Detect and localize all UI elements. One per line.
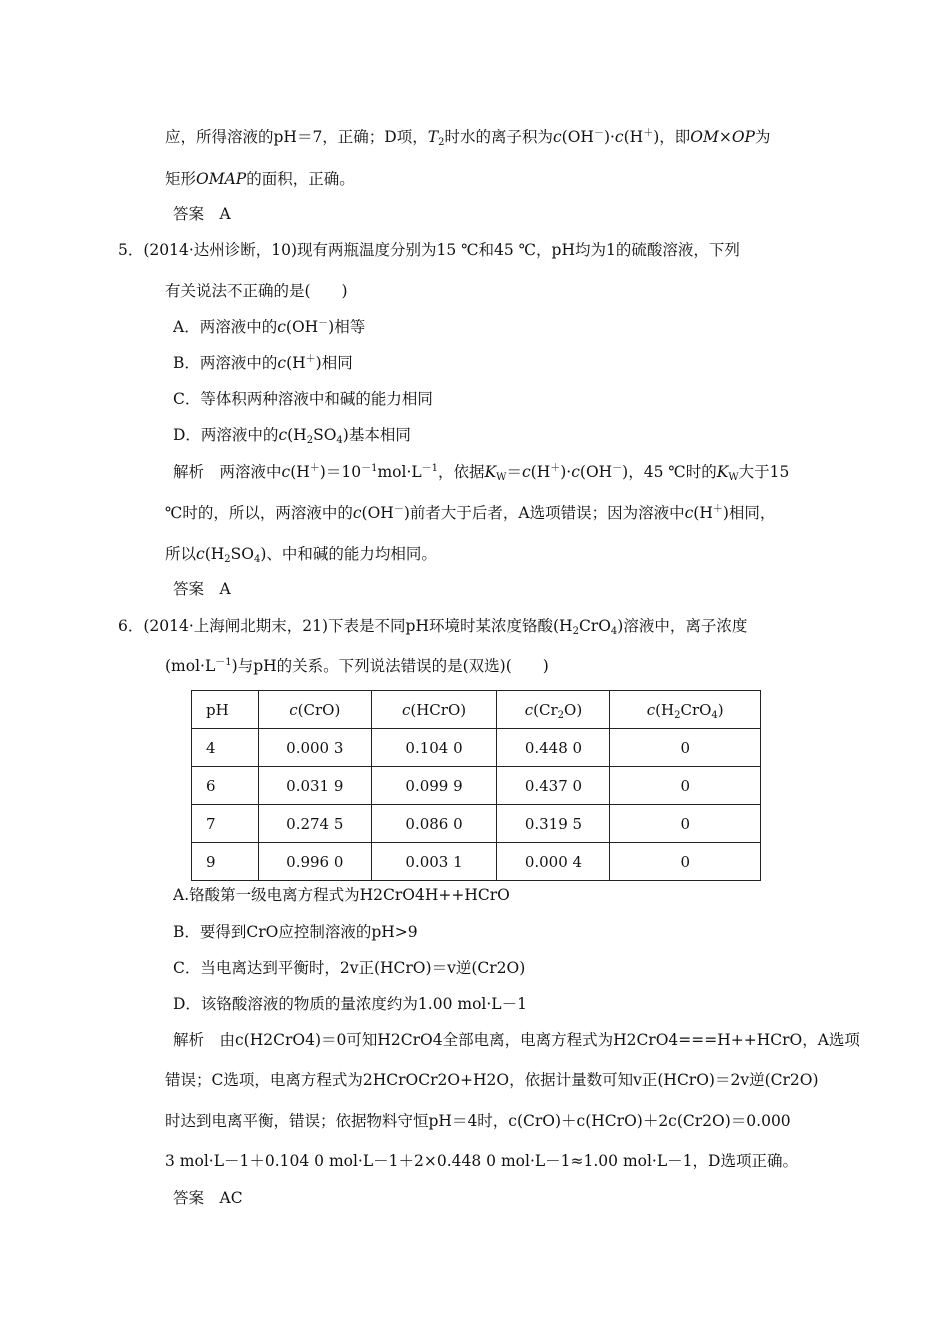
q6-analysis-line-3: 时达到电离平衡，错误；依据物料守恒pH＝4时，c(CrO)＋c(HCrO)＋2c(Cr2O)＝0.000 bbox=[165, 1112, 791, 1130]
table-cell: 7 bbox=[192, 805, 259, 843]
q5-analysis-line-2: ℃时的，所以，两溶液中的c(OH－)前者大于后者，A选项错误；因为溶液中c(H＋)相同， bbox=[165, 504, 776, 522]
table-row bbox=[192, 843, 761, 881]
q5-answer: 答案 A bbox=[173, 580, 231, 598]
table-header-cro: c(CrO) bbox=[259, 691, 372, 729]
table-cell: 0.996 0 bbox=[259, 843, 372, 881]
table-cell: 0.274 5 bbox=[259, 805, 372, 843]
q6-answer: 答案 AC bbox=[173, 1189, 243, 1207]
q6-stem-line-1: 6．(2014·上海闸北期末，21)下表是不同pH环境时某浓度铬酸$(H_2CrO_4)$溶液中，离子浓度 bbox=[118, 617, 748, 637]
answer-prev: 答案 A bbox=[173, 205, 231, 223]
q5-option-b: B．两溶液中的c(H＋)相同 bbox=[173, 354, 353, 372]
q6-analysis-line-4: 3 mol·L－1＋0.104 0 mol·L－1＋2×0.448 0 mol·L－1≈1.00 mol·L－1，D选项正确。 bbox=[165, 1152, 798, 1170]
q5-stem-line-2: 有关说法不正确的是( ) bbox=[165, 282, 348, 300]
table-cell: 0.104 0 bbox=[371, 729, 497, 767]
table-cell: 0.099 9 bbox=[371, 767, 497, 805]
table-cell: 0.031 9 bbox=[259, 767, 372, 805]
table-cell: 0.086 0 bbox=[371, 805, 497, 843]
q6-analysis-line-2: 错误；C选项，电离方程式为2HCrOCr2O+H2O，依据计量数可知v正(HCrO)＝2v逆(Cr2O) bbox=[165, 1071, 819, 1089]
table-header-h2cro4: $c(H_2CrO_4)$ bbox=[610, 691, 761, 729]
q5-stem-line-1: 5．(2014·达州诊断，10)现有两瓶温度分别为15 ℃和45 ℃，pH均为1的硫酸溶液，下列 bbox=[118, 241, 740, 259]
table-cell: 0.000 4 bbox=[497, 843, 610, 881]
q6-stem-line-2: $(mol\cdot L^{-1})$与pH的关系。下列说法错误的是(双选)( ) bbox=[165, 657, 549, 675]
table-cell: 6 bbox=[192, 767, 259, 805]
table-cell: 4 bbox=[192, 729, 259, 767]
continuation-line-2: 矩形OMAP的面积，正确。 bbox=[165, 170, 355, 188]
table-cell: 0.000 3 bbox=[259, 729, 372, 767]
table-cell: 0.437 0 bbox=[497, 767, 610, 805]
q6-option-b: B．要得到CrO应控制溶液的pH>9 bbox=[173, 923, 418, 941]
table-header-ph: pH bbox=[192, 691, 259, 729]
concentration-table bbox=[191, 690, 761, 881]
table-cell: 0.319 5 bbox=[497, 805, 610, 843]
q5-analysis-line-1: 解析 两溶液中$c(H^+)=10^{-1}mol\cdot L^{-1}$，依据$K_W=c(H^+)\cdot c(OH^-)$，45 ℃时的$K_W$大于15 bbox=[173, 463, 790, 483]
continuation-line-1: 应，所得溶液的pH＝7，正确；D项，$T_2$时水的离子积为c(OH－)·c(H＋)，即OM×OP为 bbox=[165, 128, 771, 148]
table-cell: 0.003 1 bbox=[371, 843, 497, 881]
table-cell: 0 bbox=[610, 767, 761, 805]
table-header-hcro: c(HCrO) bbox=[371, 691, 497, 729]
table-cell: 0 bbox=[610, 805, 761, 843]
table-cell: 0.448 0 bbox=[497, 729, 610, 767]
table-row bbox=[192, 729, 761, 767]
q5-option-d: D．两溶液中的$c(H_2SO_4)$基本相同 bbox=[173, 426, 411, 446]
table-cell: 9 bbox=[192, 843, 259, 881]
table-cell: 0 bbox=[610, 843, 761, 881]
table-cell: 0 bbox=[610, 729, 761, 767]
q5-option-c: C．等体积两种溶液中和碱的能力相同 bbox=[173, 390, 433, 408]
table-row bbox=[192, 805, 761, 843]
q6-option-d: D．该铬酸溶液的物质的量浓度约为1.00 mol·L－1 bbox=[173, 995, 527, 1013]
q6-option-a: A.铬酸第一级电离方程式为H2CrO4H++HCrO bbox=[173, 886, 510, 904]
q5-analysis-line-3: 所以$c(H_2SO_4)$、中和碱的能力均相同。 bbox=[165, 545, 437, 565]
q6-option-c: C．当电离达到平衡时，2v正(HCrO)＝v逆(Cr2O) bbox=[173, 959, 526, 977]
table-row bbox=[192, 767, 761, 805]
q6-analysis-line-1: 解析 由c(H2CrO4)＝0可知H2CrO4全部电离，电离方程式为H2CrO4===H++HCrO，A选项 bbox=[173, 1031, 860, 1049]
table-header-row bbox=[192, 691, 761, 729]
table-header-cr2o: $c(Cr_2O)$ bbox=[497, 691, 610, 729]
q5-option-a: A．两溶液中的c(OH－)相等 bbox=[173, 318, 366, 336]
